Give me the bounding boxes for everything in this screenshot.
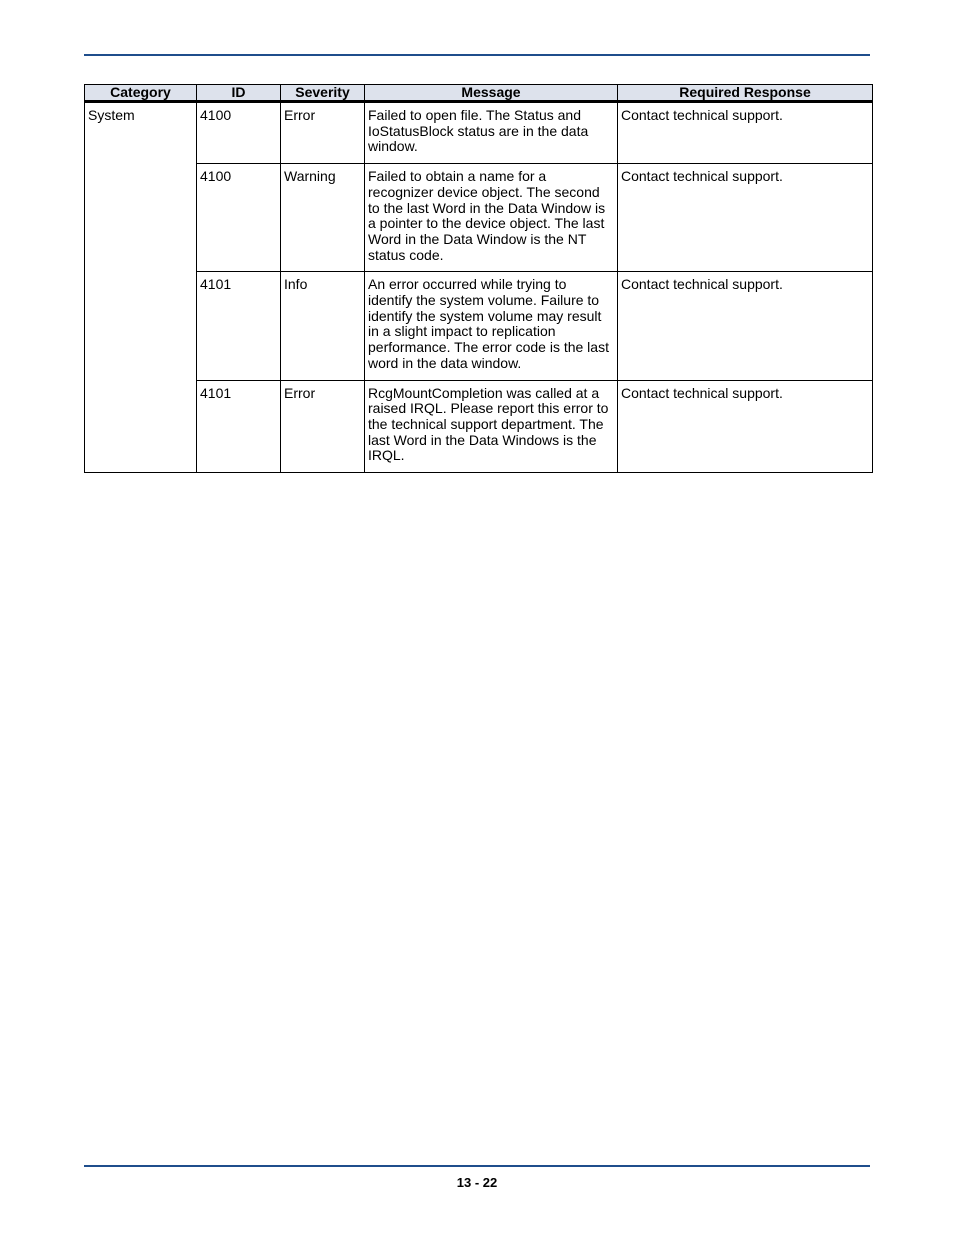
message-cell: RcgMountCompletion was called at a raised IRQL. Please report this error to the technical support department. The last Word in the Data Windows is the IRQL. [365,380,618,473]
severity-cell: Error [281,102,365,164]
table-row [85,164,873,272]
message-cell: An error occurred while trying to identify the system volume. Failure to identify the system volume may result in a slight impact to replication performance. The error code is the last word in the data window. [365,272,618,380]
column-header-response: Required Response [618,85,873,102]
table-row [85,272,873,380]
id-cell: 4101 [197,272,281,380]
table-row [85,102,873,164]
column-header-severity: Severity [281,85,365,102]
response-cell: Contact technical support. [618,164,873,272]
severity-cell: Info [281,272,365,380]
category-cell: System [85,102,197,473]
message-cell: Failed to open file. The Status and IoStatusBlock status are in the data window. [365,102,618,164]
id-cell: 4100 [197,102,281,164]
response-cell: Contact technical support. [618,272,873,380]
column-header-message: Message [365,85,618,102]
table-header-row [85,85,873,102]
severity-cell: Error [281,380,365,473]
id-cell: 4101 [197,380,281,473]
column-header-id: ID [197,85,281,102]
page-number: 13 - 22 [456,1175,498,1190]
severity-cell: Warning [281,164,365,272]
footer-rule [84,1165,870,1167]
response-cell: Contact technical support. [618,102,873,164]
message-cell: Failed to obtain a name for a recognizer device object. The second to the last Word in the Data Window is a pointer to the device object. The last Word in the Data Window is the NT status code. [365,164,618,272]
event-table [84,84,873,473]
column-header-category: Category [85,85,197,102]
id-cell: 4100 [197,164,281,272]
header-rule [84,54,870,56]
table-row [85,380,873,473]
response-cell: Contact technical support. [618,380,873,473]
